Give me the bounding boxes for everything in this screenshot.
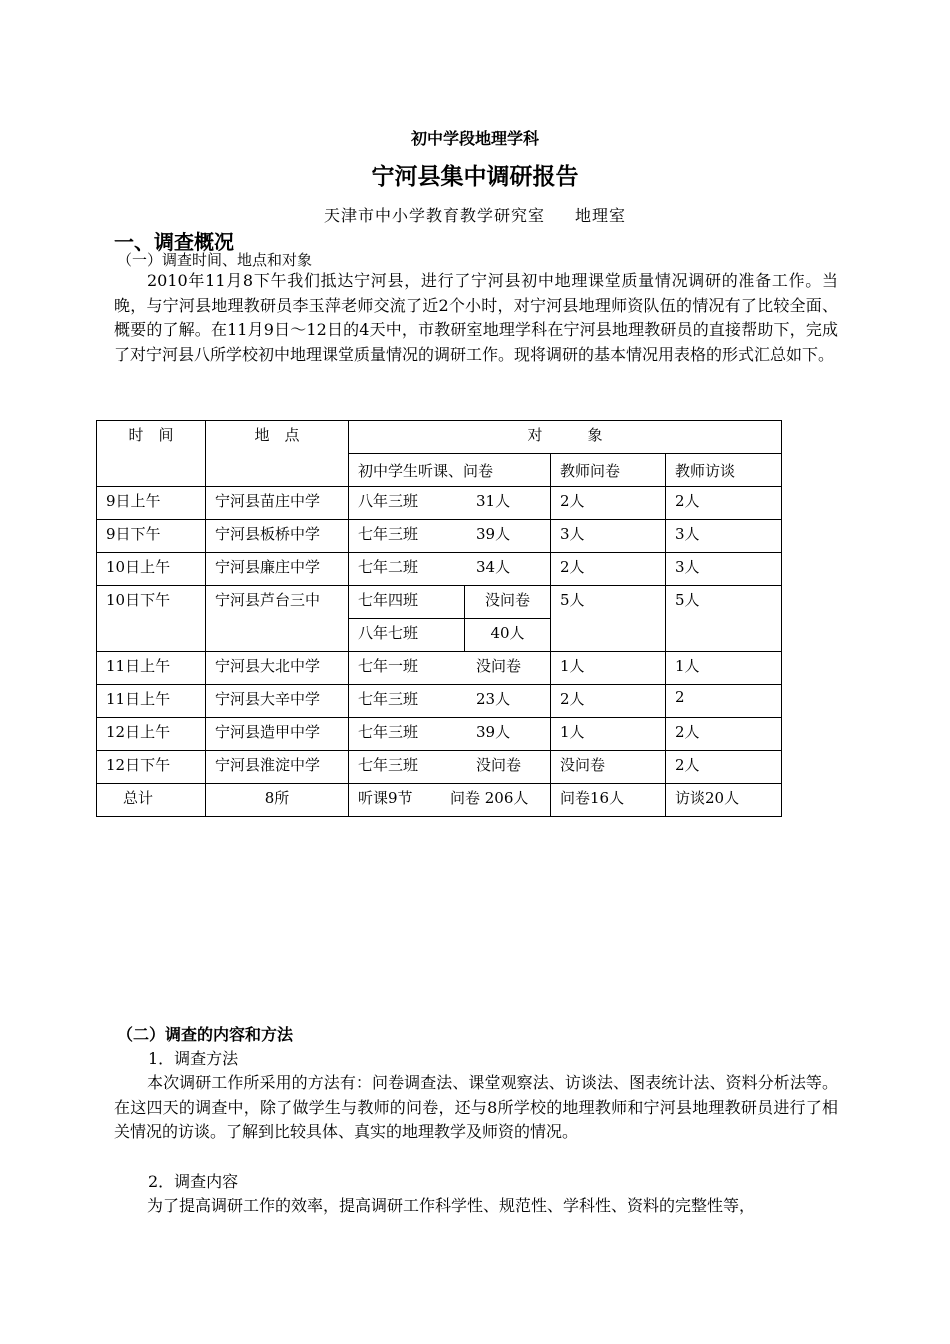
student-count: 没问卷	[465, 586, 551, 619]
table-row	[97, 751, 782, 784]
total-lessons: 听课9节	[358, 789, 413, 807]
subsection-heading-content-method: （二）调查的内容和方法	[117, 1025, 294, 1044]
cell-place: 宁河县芦台三中	[206, 586, 349, 652]
section-heading-overview: 一、调查概况	[114, 230, 234, 254]
total-label: 总计	[97, 784, 206, 817]
header-teacher-interview: 教师访谈	[666, 454, 782, 487]
document-title: 宁河县集中调研报告	[371, 164, 579, 190]
cell-time: 9日下午	[97, 520, 206, 553]
document-subtitle: 初中学段地理学科	[410, 129, 539, 148]
class-name: 七年二班	[358, 558, 419, 576]
student-count: 39人	[476, 723, 511, 741]
cell-teacher-questionnaire: 1人	[551, 718, 666, 751]
header-time: 时 间	[97, 421, 206, 487]
table-row	[97, 487, 782, 520]
header-teacher-questionnaire: 教师问卷	[551, 454, 666, 487]
header-target: 对 象	[349, 421, 782, 454]
table-row	[97, 553, 782, 586]
cell-time: 10日上午	[97, 553, 206, 586]
item-heading-method: 1．调查方法	[148, 1049, 239, 1068]
cell-teacher-interview: 1人	[666, 652, 782, 685]
survey-table	[96, 420, 782, 817]
total-schools: 8所	[206, 784, 349, 817]
student-count: 没问卷	[476, 756, 522, 774]
cell-teacher-interview: 2人	[666, 751, 782, 784]
paragraph-intro: 2010年11月8下午我们抵达宁河县，进行了宁河县初中地理课堂质量情况调研的准备工作。当晚，与宁河县地理教研员李玉萍老师交流了近2个小时，对宁河县地理师资队伍的情况有了比较全面、概要的了解。在11月9日～12日的4天中，市教研室地理学科在宁河县地理教研员的直接帮助下，完成了对宁河县八所学校初中地理课堂质量情况的调研工作。现将调研的基本情况用表格的形式汇总如下。	[114, 271, 838, 364]
cell-teacher-interview: 2人	[666, 487, 782, 520]
cell-place: 宁河县造甲中学	[206, 718, 349, 751]
class-name: 八年七班	[349, 619, 465, 652]
table-row	[97, 652, 782, 685]
student-count: 没问卷	[476, 657, 522, 675]
cell-teacher-interview: 3人	[666, 553, 782, 586]
cell-place: 宁河县大北中学	[206, 652, 349, 685]
class-name: 七年三班	[358, 525, 419, 543]
cell-place: 宁河县廉庄中学	[206, 553, 349, 586]
author-line	[0, 203, 950, 226]
student-count: 40人	[465, 619, 551, 652]
total-teacher-questionnaire: 问卷16人	[551, 784, 666, 817]
cell-teacher-questionnaire: 3人	[551, 520, 666, 553]
cell-teacher-questionnaire: 1人	[551, 652, 666, 685]
class-name: 八年三班	[358, 492, 419, 510]
org-name: 天津市中小学教育教学研究室	[323, 206, 545, 225]
subsection-heading-time-place: （一）调查时间、地点和对象	[117, 251, 313, 269]
cell-teacher-questionnaire: 没问卷	[551, 751, 666, 784]
cell-student	[349, 520, 551, 553]
cell-teacher-interview: 2	[666, 685, 782, 718]
cell-place: 宁河县大辛中学	[206, 685, 349, 718]
class-name: 七年四班	[349, 586, 465, 619]
header-student: 初中学生听课、问卷	[349, 454, 551, 487]
table-total-row	[97, 784, 782, 817]
cell-time: 9日上午	[97, 487, 206, 520]
cell-time: 11日上午	[97, 652, 206, 685]
cell-place: 宁河县苗庄中学	[206, 487, 349, 520]
header-place: 地 点	[206, 421, 349, 487]
cell-teacher-interview: 5人	[666, 586, 782, 652]
cell-teacher-questionnaire: 2人	[551, 487, 666, 520]
cell-student	[349, 685, 551, 718]
cell-place: 宁河县板桥中学	[206, 520, 349, 553]
total-questionnaires: 问卷 206人	[450, 789, 529, 807]
table-row	[97, 520, 782, 553]
student-count: 34人	[476, 558, 511, 576]
student-count: 39人	[476, 525, 511, 543]
table-row	[97, 685, 782, 718]
total-teacher-interview: 访谈20人	[666, 784, 782, 817]
cell-place: 宁河县淮淀中学	[206, 751, 349, 784]
total-student	[349, 784, 551, 817]
cell-time: 12日下午	[97, 751, 206, 784]
cell-teacher-interview: 2人	[666, 718, 782, 751]
paragraph-content: 为了提高调研工作的效率，提高调研工作科学性、规范性、学科性、资料的完整性等，	[147, 1196, 756, 1215]
class-name: 七年三班	[358, 723, 419, 741]
cell-teacher-questionnaire: 5人	[551, 586, 666, 652]
class-name: 七年三班	[358, 690, 419, 708]
cell-student	[349, 652, 551, 685]
cell-teacher-questionnaire: 2人	[551, 685, 666, 718]
cell-time: 10日下午	[97, 586, 206, 652]
paragraph-method: 本次调研工作所采用的方法有：问卷调查法、课堂观察法、访谈法、图表统计法、资料分析法等。在这四天的调查中，除了做学生与教师的问卷，还与8所学校的地理教师和宁河县地理教研员进行了相关情况的访谈。了解到比较具体、真实的地理教学及师资的情况。	[114, 1073, 838, 1142]
cell-teacher-interview: 3人	[666, 520, 782, 553]
cell-time: 11日上午	[97, 685, 206, 718]
cell-student	[349, 553, 551, 586]
table-row	[97, 586, 782, 619]
student-count: 31人	[476, 492, 511, 510]
dept-name: 地理室	[575, 206, 627, 225]
cell-teacher-questionnaire: 2人	[551, 553, 666, 586]
cell-student	[349, 718, 551, 751]
class-name: 七年一班	[358, 657, 419, 675]
cell-time: 12日上午	[97, 718, 206, 751]
class-name: 七年三班	[358, 756, 419, 774]
item-heading-content: 2．调查内容	[148, 1172, 239, 1191]
cell-student	[349, 487, 551, 520]
cell-student	[349, 751, 551, 784]
student-count: 23人	[476, 690, 511, 708]
table-row	[97, 718, 782, 751]
